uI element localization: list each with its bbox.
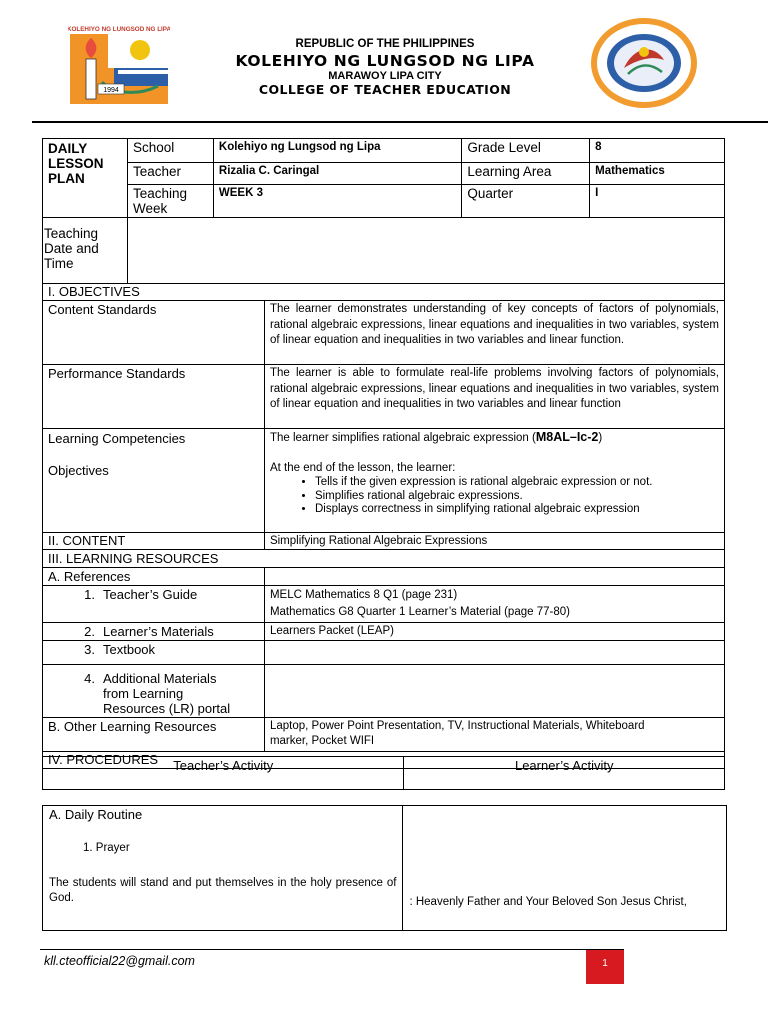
college-logo-left — [68, 24, 170, 106]
page-number-badge — [586, 950, 624, 984]
content-standards-text: The learner demonstrates understanding of key concepts of factors of polynomials, rational algebraic expressions, linear equations and inequalities in two variables, system of linear equation and inequalities in two variables and linear function. — [264, 301, 724, 365]
teachers-guide-line: MELC Mathematics 8 Q1 (page 231) — [269, 589, 458, 601]
learner-activity-header: Learner’s Activity — [404, 757, 725, 790]
content-heading: II. CONTENT — [43, 533, 265, 550]
teacher-value: Rizalia C. Caringal — [213, 163, 461, 185]
teacher-routine-cell — [43, 806, 403, 931]
teaching-date-label: Teaching Date and Time — [43, 218, 128, 284]
grade-level-value: 8 — [590, 139, 725, 163]
activity-header-table — [42, 756, 725, 790]
svg-text:KOLEHIYO NG LUNGSOD NG LIPA: KOLEHIYO NG LUNGSOD NG LIPA — [68, 26, 170, 33]
learners-materials-value: Learners Packet (LEAP) — [264, 623, 724, 641]
learning-area-label: Learning Area — [462, 163, 590, 185]
additional-materials-value — [264, 665, 724, 718]
content-standards-label: Content Standards — [43, 301, 265, 365]
textbook-row-label: 3. Textbook — [43, 641, 265, 665]
objective-item: • Simplifies rational algebraic expressions. — [315, 490, 719, 504]
lesson-info-table — [42, 138, 725, 284]
header-divider — [32, 121, 768, 123]
svg-text:1994: 1994 — [103, 87, 119, 94]
competencies-objectives-content — [264, 429, 724, 533]
references-label: A. References — [43, 568, 265, 586]
learning-resources-heading: III. LEARNING RESOURCES — [43, 550, 725, 568]
objectives-label: Objectives — [48, 463, 109, 478]
department-seal-right — [588, 16, 700, 110]
teachers-guide-label: Teacher’s Guide — [103, 587, 198, 602]
republic-line: REPUBLIC OF THE PHILIPPINES — [295, 38, 475, 50]
footer-divider — [40, 949, 624, 950]
competencies-objectives-labels — [43, 429, 265, 533]
prayer-instruction: The students will stand and put themselves in the holy presence of God. — [49, 877, 397, 904]
prayer-item: 1. Prayer — [83, 842, 130, 854]
learners-materials-label: Learner’s Materials — [103, 624, 214, 639]
teaching-date-value — [127, 218, 724, 284]
college-name: KOLEHIYO NG LUNGSOD NG LIPA — [235, 52, 535, 70]
procedures-heading: IV. PROCEDURES — [43, 752, 725, 769]
grade-level-label: Grade Level — [462, 139, 590, 163]
objectives-intro: At the end of the lesson, the learner: — [269, 462, 456, 474]
additional-materials-row-label: 4. Additional Materials from Learning Resources (LR) portal — [43, 665, 265, 718]
references-value — [264, 568, 724, 586]
teacher-activity-header: Teacher’s Activity — [43, 757, 404, 790]
department-name: COLLEGE OF TEACHER EDUCATION — [258, 82, 512, 97]
teacher-label: Teacher — [127, 163, 213, 185]
teachers-guide-value — [264, 586, 724, 623]
competency-statement: The learner simplifies rational algebraic expression (M8AL–Ic-2) — [269, 430, 603, 444]
footer-email: kll.cteofficial22@gmail.com — [44, 954, 195, 968]
textbook-label: Textbook — [103, 642, 156, 657]
school-value: Kolehiyo ng Lungsod ng Lipa — [213, 139, 461, 163]
objective-item: • Displays correctness in simplifying rational algebraic expression — [315, 503, 719, 517]
other-resources-label: B. Other Learning Resources — [43, 718, 265, 752]
prayer-response: : Heavenly Father and Your Beloved Son Jesus Christ, — [409, 896, 687, 908]
teachers-guide-line: Mathematics G8 Quarter 1 Learner’s Material (page 77-80) — [269, 606, 570, 618]
textbook-value — [264, 641, 724, 665]
dlp-label: DAILY LESSON PLAN — [43, 139, 128, 218]
daily-routine-table — [42, 805, 727, 931]
teachers-guide-row-label: 1. Teacher’s Guide — [43, 586, 265, 623]
lesson-plan-table — [42, 283, 725, 769]
content-value: Simplifying Rational Algebraic Expressions — [264, 533, 724, 550]
additional-materials-label: Additional Materials from Learning Resources (LR) portal — [103, 671, 231, 716]
other-resources-value: Laptop, Power Point Presentation, TV, Instructional Materials, Whiteboard marker, Pocket WIFI — [264, 718, 724, 752]
performance-standards-text: The learner is able to formulate real-life problems involving factors of polynomials, rational algebraic expressions, linear equations and inequalities in two variables, system of linear equation and inequalities in two variables and linear function — [264, 365, 724, 429]
objective-item: • Tells if the given expression is rational algebraic expression or not. — [315, 476, 719, 490]
school-label: School — [127, 139, 213, 163]
learners-materials-row-label: 2. Learner’s Materials — [43, 623, 265, 641]
learning-competencies-label: Learning Competencies — [48, 431, 186, 446]
performance-standards-label: Performance Standards — [43, 365, 265, 429]
quarter-value: I — [590, 185, 725, 218]
learner-routine-cell — [403, 806, 727, 931]
learning-area-value: Mathematics — [590, 163, 725, 185]
teaching-week-value: WEEK 3 — [213, 185, 461, 218]
objectives-heading: I. OBJECTIVES — [43, 284, 725, 301]
competency-code: M8AL–Ic-2 — [535, 430, 599, 444]
teaching-week-label: Teaching Week — [127, 185, 213, 218]
daily-routine-heading: A. Daily Routine — [49, 807, 143, 822]
college-location: MARAWOY LIPA CITY — [328, 70, 442, 82]
objectives-list — [270, 476, 719, 517]
quarter-label: Quarter — [462, 185, 590, 218]
page-number: 1 — [602, 958, 608, 969]
